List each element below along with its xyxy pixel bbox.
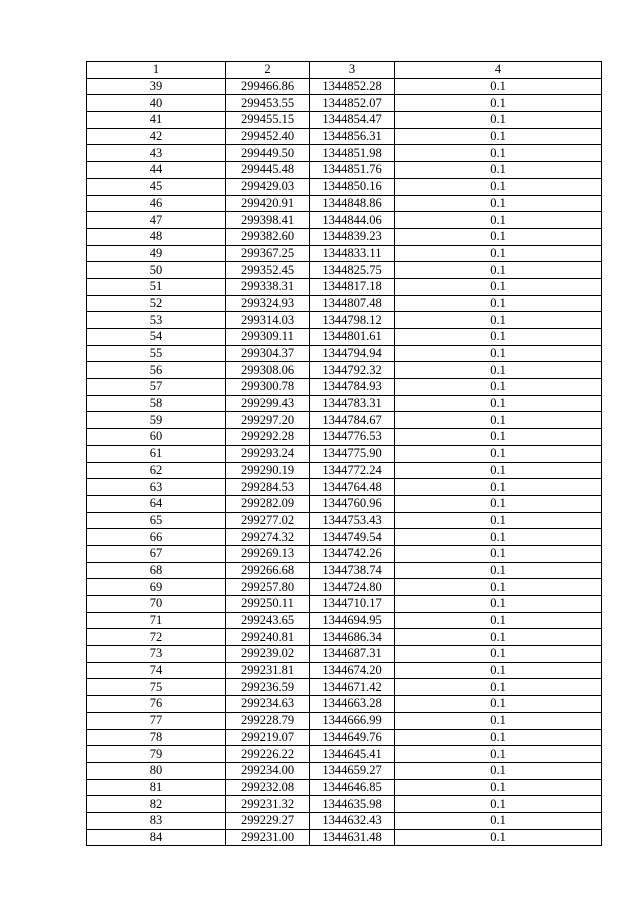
point-number-cell: 40 xyxy=(87,95,226,112)
x-coordinate-cell: 299232.08 xyxy=(226,779,310,796)
value-cell: 0.1 xyxy=(395,495,602,512)
y-coordinate-cell: 1344848.86 xyxy=(310,195,395,212)
x-coordinate-cell: 299300.78 xyxy=(226,379,310,396)
x-coordinate-cell: 299455.15 xyxy=(226,112,310,129)
y-coordinate-cell: 1344753.43 xyxy=(310,512,395,529)
value-cell: 0.1 xyxy=(395,612,602,629)
table-row xyxy=(87,729,602,746)
point-number-cell: 75 xyxy=(87,679,226,696)
value-cell: 0.1 xyxy=(395,195,602,212)
x-coordinate-cell: 299277.02 xyxy=(226,512,310,529)
table-header xyxy=(87,62,602,79)
table-row xyxy=(87,362,602,379)
x-coordinate-cell: 299284.53 xyxy=(226,479,310,496)
x-coordinate-cell: 299453.55 xyxy=(226,95,310,112)
value-cell: 0.1 xyxy=(395,212,602,229)
value-cell: 0.1 xyxy=(395,278,602,295)
x-coordinate-cell: 299228.79 xyxy=(226,712,310,729)
table-row xyxy=(87,78,602,95)
value-cell: 0.1 xyxy=(395,812,602,829)
point-number-cell: 54 xyxy=(87,329,226,346)
y-coordinate-cell: 1344649.76 xyxy=(310,729,395,746)
point-number-cell: 50 xyxy=(87,262,226,279)
value-cell: 0.1 xyxy=(395,362,602,379)
y-coordinate-cell: 1344825.75 xyxy=(310,262,395,279)
x-coordinate-cell: 299338.31 xyxy=(226,278,310,295)
x-coordinate-cell: 299236.59 xyxy=(226,679,310,696)
table-row xyxy=(87,228,602,245)
point-number-cell: 49 xyxy=(87,245,226,262)
value-cell: 0.1 xyxy=(395,162,602,179)
table-row xyxy=(87,112,602,129)
point-number-cell: 72 xyxy=(87,629,226,646)
x-coordinate-cell: 299367.25 xyxy=(226,245,310,262)
value-cell: 0.1 xyxy=(395,245,602,262)
table-row xyxy=(87,312,602,329)
table-row xyxy=(87,329,602,346)
y-coordinate-cell: 1344663.28 xyxy=(310,696,395,713)
table-row xyxy=(87,529,602,546)
y-coordinate-cell: 1344738.74 xyxy=(310,562,395,579)
x-coordinate-cell: 299226.22 xyxy=(226,746,310,763)
y-coordinate-cell: 1344839.23 xyxy=(310,228,395,245)
point-number-cell: 48 xyxy=(87,228,226,245)
table-row xyxy=(87,646,602,663)
x-coordinate-cell: 299282.09 xyxy=(226,495,310,512)
value-cell: 0.1 xyxy=(395,729,602,746)
x-coordinate-cell: 299314.03 xyxy=(226,312,310,329)
table-row xyxy=(87,178,602,195)
x-coordinate-cell: 299290.19 xyxy=(226,462,310,479)
y-coordinate-cell: 1344764.48 xyxy=(310,479,395,496)
table-row xyxy=(87,212,602,229)
x-coordinate-cell: 299429.03 xyxy=(226,178,310,195)
y-coordinate-cell: 1344632.43 xyxy=(310,812,395,829)
point-number-cell: 62 xyxy=(87,462,226,479)
x-coordinate-cell: 299240.81 xyxy=(226,629,310,646)
x-coordinate-cell: 299250.11 xyxy=(226,596,310,613)
y-coordinate-cell: 1344631.48 xyxy=(310,829,395,846)
table-row xyxy=(87,662,602,679)
x-coordinate-cell: 299324.93 xyxy=(226,295,310,312)
coordinates-table xyxy=(86,61,602,846)
y-coordinate-cell: 1344798.12 xyxy=(310,312,395,329)
y-coordinate-cell: 1344784.93 xyxy=(310,379,395,396)
x-coordinate-cell: 299309.11 xyxy=(226,329,310,346)
table-row xyxy=(87,345,602,362)
value-cell: 0.1 xyxy=(395,746,602,763)
x-coordinate-cell: 299352.45 xyxy=(226,262,310,279)
y-coordinate-cell: 1344817.18 xyxy=(310,278,395,295)
y-coordinate-cell: 1344742.26 xyxy=(310,545,395,562)
table-row xyxy=(87,462,602,479)
y-coordinate-cell: 1344792.32 xyxy=(310,362,395,379)
value-cell: 0.1 xyxy=(395,78,602,95)
x-coordinate-cell: 299219.07 xyxy=(226,729,310,746)
point-number-cell: 53 xyxy=(87,312,226,329)
value-cell: 0.1 xyxy=(395,445,602,462)
y-coordinate-cell: 1344844.06 xyxy=(310,212,395,229)
value-cell: 0.1 xyxy=(395,679,602,696)
y-coordinate-cell: 1344686.34 xyxy=(310,629,395,646)
y-coordinate-cell: 1344694.95 xyxy=(310,612,395,629)
table-row xyxy=(87,629,602,646)
table-row xyxy=(87,829,602,846)
value-cell: 0.1 xyxy=(395,395,602,412)
table-row xyxy=(87,495,602,512)
value-cell: 0.1 xyxy=(395,696,602,713)
y-coordinate-cell: 1344851.98 xyxy=(310,145,395,162)
x-coordinate-cell: 299398.41 xyxy=(226,212,310,229)
point-number-cell: 65 xyxy=(87,512,226,529)
y-coordinate-cell: 1344760.96 xyxy=(310,495,395,512)
point-number-cell: 52 xyxy=(87,295,226,312)
y-coordinate-cell: 1344856.31 xyxy=(310,128,395,145)
y-coordinate-cell: 1344724.80 xyxy=(310,579,395,596)
table-row xyxy=(87,278,602,295)
table-row xyxy=(87,295,602,312)
point-number-cell: 76 xyxy=(87,696,226,713)
value-cell: 0.1 xyxy=(395,662,602,679)
y-coordinate-cell: 1344807.48 xyxy=(310,295,395,312)
table-row xyxy=(87,128,602,145)
x-coordinate-cell: 299229.27 xyxy=(226,812,310,829)
x-coordinate-cell: 299299.43 xyxy=(226,395,310,412)
table-row xyxy=(87,379,602,396)
value-cell: 0.1 xyxy=(395,779,602,796)
column-header-3: 3 xyxy=(310,62,395,79)
column-header-1: 1 xyxy=(87,62,226,79)
table-row xyxy=(87,195,602,212)
x-coordinate-cell: 299297.20 xyxy=(226,412,310,429)
value-cell: 0.1 xyxy=(395,145,602,162)
value-cell: 0.1 xyxy=(395,462,602,479)
y-coordinate-cell: 1344775.90 xyxy=(310,445,395,462)
table-row xyxy=(87,612,602,629)
point-number-cell: 51 xyxy=(87,278,226,295)
y-coordinate-cell: 1344674.20 xyxy=(310,662,395,679)
y-coordinate-cell: 1344784.67 xyxy=(310,412,395,429)
x-coordinate-cell: 299304.37 xyxy=(226,345,310,362)
value-cell: 0.1 xyxy=(395,379,602,396)
point-number-cell: 57 xyxy=(87,379,226,396)
y-coordinate-cell: 1344645.41 xyxy=(310,746,395,763)
point-number-cell: 44 xyxy=(87,162,226,179)
x-coordinate-cell: 299257.80 xyxy=(226,579,310,596)
y-coordinate-cell: 1344776.53 xyxy=(310,429,395,446)
table-row xyxy=(87,445,602,462)
point-number-cell: 79 xyxy=(87,746,226,763)
x-coordinate-cell: 299420.91 xyxy=(226,195,310,212)
table-row xyxy=(87,162,602,179)
table-row xyxy=(87,245,602,262)
point-number-cell: 78 xyxy=(87,729,226,746)
point-number-cell: 63 xyxy=(87,479,226,496)
point-number-cell: 45 xyxy=(87,178,226,195)
point-number-cell: 42 xyxy=(87,128,226,145)
x-coordinate-cell: 299231.32 xyxy=(226,796,310,813)
point-number-cell: 73 xyxy=(87,646,226,663)
point-number-cell: 60 xyxy=(87,429,226,446)
y-coordinate-cell: 1344710.17 xyxy=(310,596,395,613)
value-cell: 0.1 xyxy=(395,295,602,312)
table-row xyxy=(87,395,602,412)
y-coordinate-cell: 1344659.27 xyxy=(310,762,395,779)
value-cell: 0.1 xyxy=(395,345,602,362)
x-coordinate-cell: 299466.86 xyxy=(226,78,310,95)
value-cell: 0.1 xyxy=(395,512,602,529)
y-coordinate-cell: 1344794.94 xyxy=(310,345,395,362)
table-row xyxy=(87,796,602,813)
value-cell: 0.1 xyxy=(395,712,602,729)
x-coordinate-cell: 299231.00 xyxy=(226,829,310,846)
table-row xyxy=(87,512,602,529)
x-coordinate-cell: 299292.28 xyxy=(226,429,310,446)
value-cell: 0.1 xyxy=(395,228,602,245)
value-cell: 0.1 xyxy=(395,579,602,596)
value-cell: 0.1 xyxy=(395,545,602,562)
x-coordinate-cell: 299308.06 xyxy=(226,362,310,379)
column-header-4: 4 xyxy=(395,62,602,79)
header-row xyxy=(87,62,602,79)
y-coordinate-cell: 1344852.28 xyxy=(310,78,395,95)
table-row xyxy=(87,679,602,696)
x-coordinate-cell: 299445.48 xyxy=(226,162,310,179)
point-number-cell: 39 xyxy=(87,78,226,95)
x-coordinate-cell: 299274.32 xyxy=(226,529,310,546)
point-number-cell: 84 xyxy=(87,829,226,846)
y-coordinate-cell: 1344851.76 xyxy=(310,162,395,179)
value-cell: 0.1 xyxy=(395,646,602,663)
x-coordinate-cell: 299239.02 xyxy=(226,646,310,663)
point-number-cell: 83 xyxy=(87,812,226,829)
value-cell: 0.1 xyxy=(395,562,602,579)
value-cell: 0.1 xyxy=(395,529,602,546)
point-number-cell: 74 xyxy=(87,662,226,679)
table-row xyxy=(87,762,602,779)
value-cell: 0.1 xyxy=(395,178,602,195)
table-row xyxy=(87,579,602,596)
table-row xyxy=(87,429,602,446)
value-cell: 0.1 xyxy=(395,829,602,846)
point-number-cell: 69 xyxy=(87,579,226,596)
point-number-cell: 82 xyxy=(87,796,226,813)
point-number-cell: 58 xyxy=(87,395,226,412)
x-coordinate-cell: 299231.81 xyxy=(226,662,310,679)
point-number-cell: 56 xyxy=(87,362,226,379)
table-row xyxy=(87,596,602,613)
y-coordinate-cell: 1344833.11 xyxy=(310,245,395,262)
x-coordinate-cell: 299449.50 xyxy=(226,145,310,162)
point-number-cell: 81 xyxy=(87,779,226,796)
x-coordinate-cell: 299452.40 xyxy=(226,128,310,145)
value-cell: 0.1 xyxy=(395,796,602,813)
point-number-cell: 80 xyxy=(87,762,226,779)
point-number-cell: 67 xyxy=(87,545,226,562)
x-coordinate-cell: 299234.63 xyxy=(226,696,310,713)
table-row xyxy=(87,812,602,829)
x-coordinate-cell: 299243.65 xyxy=(226,612,310,629)
x-coordinate-cell: 299382.60 xyxy=(226,228,310,245)
table-row xyxy=(87,145,602,162)
value-cell: 0.1 xyxy=(395,312,602,329)
y-coordinate-cell: 1344687.31 xyxy=(310,646,395,663)
x-coordinate-cell: 299266.68 xyxy=(226,562,310,579)
table-row xyxy=(87,479,602,496)
value-cell: 0.1 xyxy=(395,429,602,446)
table-row xyxy=(87,262,602,279)
y-coordinate-cell: 1344646.85 xyxy=(310,779,395,796)
value-cell: 0.1 xyxy=(395,629,602,646)
table-body xyxy=(87,78,602,846)
table-row xyxy=(87,545,602,562)
x-coordinate-cell: 299234.00 xyxy=(226,762,310,779)
point-number-cell: 66 xyxy=(87,529,226,546)
y-coordinate-cell: 1344772.24 xyxy=(310,462,395,479)
value-cell: 0.1 xyxy=(395,128,602,145)
table-row xyxy=(87,95,602,112)
point-number-cell: 61 xyxy=(87,445,226,462)
point-number-cell: 77 xyxy=(87,712,226,729)
value-cell: 0.1 xyxy=(395,596,602,613)
table-row xyxy=(87,712,602,729)
y-coordinate-cell: 1344749.54 xyxy=(310,529,395,546)
point-number-cell: 68 xyxy=(87,562,226,579)
value-cell: 0.1 xyxy=(395,95,602,112)
table-row xyxy=(87,746,602,763)
table-row xyxy=(87,779,602,796)
table-row xyxy=(87,696,602,713)
x-coordinate-cell: 299269.13 xyxy=(226,545,310,562)
point-number-cell: 59 xyxy=(87,412,226,429)
y-coordinate-cell: 1344850.16 xyxy=(310,178,395,195)
table-row xyxy=(87,412,602,429)
y-coordinate-cell: 1344801.61 xyxy=(310,329,395,346)
point-number-cell: 47 xyxy=(87,212,226,229)
y-coordinate-cell: 1344783.31 xyxy=(310,395,395,412)
column-header-2: 2 xyxy=(226,62,310,79)
y-coordinate-cell: 1344666.99 xyxy=(310,712,395,729)
point-number-cell: 64 xyxy=(87,495,226,512)
point-number-cell: 43 xyxy=(87,145,226,162)
value-cell: 0.1 xyxy=(395,762,602,779)
point-number-cell: 41 xyxy=(87,112,226,129)
y-coordinate-cell: 1344852.07 xyxy=(310,95,395,112)
point-number-cell: 46 xyxy=(87,195,226,212)
x-coordinate-cell: 299293.24 xyxy=(226,445,310,462)
point-number-cell: 55 xyxy=(87,345,226,362)
table-row xyxy=(87,562,602,579)
y-coordinate-cell: 1344635.98 xyxy=(310,796,395,813)
y-coordinate-cell: 1344671.42 xyxy=(310,679,395,696)
value-cell: 0.1 xyxy=(395,112,602,129)
point-number-cell: 71 xyxy=(87,612,226,629)
value-cell: 0.1 xyxy=(395,479,602,496)
value-cell: 0.1 xyxy=(395,412,602,429)
point-number-cell: 70 xyxy=(87,596,226,613)
value-cell: 0.1 xyxy=(395,262,602,279)
value-cell: 0.1 xyxy=(395,329,602,346)
y-coordinate-cell: 1344854.47 xyxy=(310,112,395,129)
